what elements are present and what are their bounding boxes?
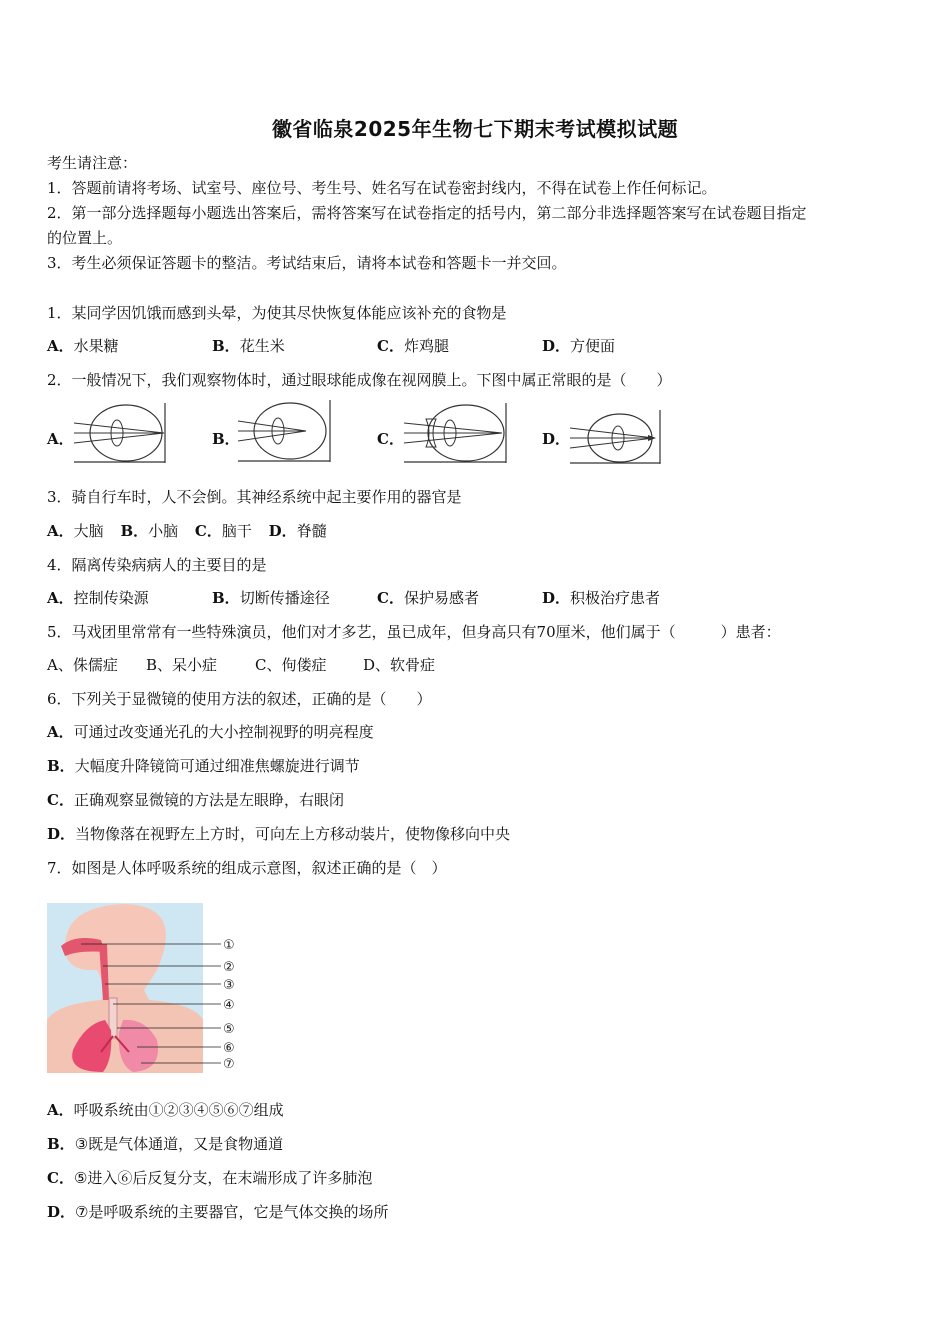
option-text: 方便面 xyxy=(570,337,616,355)
option-letter: D． xyxy=(542,337,571,355)
option-letter: B． xyxy=(120,522,149,540)
eye-diagram-c xyxy=(402,401,510,465)
question-stem: 2．一般情况下，我们观察物体时，通过眼球能成像在视网膜上。下图中属正常眼的是（ ） xyxy=(47,371,672,389)
option-text: 水果糖 xyxy=(73,337,119,355)
option-text: 保护易感者 xyxy=(403,589,479,607)
option-letter: D． xyxy=(542,589,571,607)
eye-diagram-d xyxy=(568,408,664,466)
question-stem: 6．下列关于显微镜的使用方法的叙述，正确的是（ ） xyxy=(47,690,432,708)
option-a: A、侏儒症 xyxy=(47,656,118,674)
option-text: ⑦是呼吸系统的主要器官，它是气体交换的场所 xyxy=(75,1203,389,1221)
eye-diagram-b xyxy=(236,398,334,464)
question-stem: 1．某同学因饥饿而感到头晕，为使其尽快恢复体能应该补充的食物是 xyxy=(47,304,507,322)
option-b xyxy=(212,587,330,608)
option-c xyxy=(47,1167,372,1188)
figure-label: ⑤ xyxy=(223,1022,235,1037)
option-letter: D． xyxy=(47,825,76,843)
question-stem: 7．如图是人体呼吸系统的组成示意图，叙述正确的是（ ） xyxy=(47,859,447,877)
question-stem: 4．隔离传染病病人的主要目的是 xyxy=(47,556,267,574)
option-a xyxy=(47,335,119,356)
option-text: 控制传染源 xyxy=(73,589,149,607)
question-stem: 5．马戏团里常常有一些特殊演员，他们对才多艺，虽已成年，但身高只有70厘米，他们属于（ ）患者： xyxy=(47,623,781,641)
option-text: 切断传播途径 xyxy=(239,589,330,607)
option-d xyxy=(542,335,615,356)
option-letter: B． xyxy=(212,337,240,355)
option-c xyxy=(377,587,479,608)
option-c xyxy=(377,335,449,356)
option-letter: D． xyxy=(47,1203,76,1221)
option-text: 正确观察显微镜的方法是左眼睁，右眼闭 xyxy=(73,791,344,809)
option-b xyxy=(47,755,360,776)
figure-label: ② xyxy=(223,960,235,975)
option-b: B、呆小症 xyxy=(146,656,218,674)
option-d xyxy=(542,587,660,608)
option-letter: C． xyxy=(47,791,74,809)
option-text: 可通过改变通光孔的大小控制视野的明亮程度 xyxy=(73,723,374,741)
option-letter: B． xyxy=(47,1135,75,1153)
option-text: 脊髓 xyxy=(296,522,327,540)
option-text: 脑干 xyxy=(221,522,252,540)
notice-item: 的位置上。 xyxy=(47,229,123,247)
option-letter: A． xyxy=(47,430,74,448)
option-text: ③既是气体通道，又是食物通道 xyxy=(74,1135,284,1153)
eye-diagram-a xyxy=(72,401,170,465)
option-text: 炸鸡腿 xyxy=(403,337,449,355)
option-letter: C． xyxy=(47,1169,74,1187)
option-b xyxy=(47,1133,283,1154)
option-a xyxy=(47,587,149,608)
notice-item: 1．答题前请将考场、试室号、座位号、考生号、姓名写在试卷密封线内，不得在试卷上作任何标记。 xyxy=(47,179,717,197)
option-letter: B． xyxy=(212,589,240,607)
figure-label: ① xyxy=(223,938,235,953)
notice-item: 2．第一部分选择题每小题选出答案后，需将答案写在试卷指定的括号内，第二部分非选择题答案写在试卷题目指定 xyxy=(47,204,807,222)
option-letter: A． xyxy=(47,1101,74,1119)
option-b xyxy=(212,335,285,356)
question-stem: 3．骑自行车时，人不会倒。其神经系统中起主要作用的器官是 xyxy=(47,488,462,506)
option-text: 大幅度升降镜筒可通过细准焦螺旋进行调节 xyxy=(74,757,360,775)
option-text: 积极治疗患者 xyxy=(570,589,661,607)
option-text: 小脑 xyxy=(148,522,179,540)
option-d xyxy=(47,1201,388,1222)
option-row xyxy=(47,520,327,541)
option-letter: D． xyxy=(268,522,297,540)
option-c: C、佝偻症 xyxy=(255,656,327,674)
option-letter: D． xyxy=(542,430,571,448)
figure-label: ④ xyxy=(223,998,235,1013)
notice-item: 3．考生必须保证答题卡的整洁。考试结束后，请将本试卷和答题卡一并交回。 xyxy=(47,254,567,272)
option-a xyxy=(47,721,374,742)
page-title: 徽省临泉2025年生物七下期末考试模拟试题 xyxy=(271,117,679,141)
option-d xyxy=(47,823,510,844)
option-letter: A． xyxy=(47,337,74,355)
option-letter: A． xyxy=(47,589,74,607)
option-letter: C． xyxy=(377,589,404,607)
option-text: 大脑 xyxy=(73,522,104,540)
option-letter: B． xyxy=(47,757,75,775)
option-letter: C． xyxy=(377,430,404,448)
option-letter: A． xyxy=(47,723,74,741)
option-c xyxy=(47,789,344,810)
figure-label: ⑦ xyxy=(223,1057,235,1072)
option-a xyxy=(47,1099,284,1120)
option-text: 呼吸系统由①②③④⑤⑥⑦组成 xyxy=(73,1101,284,1119)
option-letter: C． xyxy=(377,337,404,355)
option-letter: C． xyxy=(194,522,222,540)
option-text: 花生米 xyxy=(239,337,285,355)
respiratory-system-figure xyxy=(45,900,245,1076)
figure-label: ⑥ xyxy=(223,1041,235,1056)
option-text: 当物像落在视野左上方时，可向左上方移动装片，使物像移向中央 xyxy=(75,825,511,843)
option-d: D、软骨症 xyxy=(363,656,436,674)
option-letter: B． xyxy=(212,430,240,448)
option-text: ⑤进入⑥后反复分支，在末端形成了许多肺泡 xyxy=(73,1169,373,1187)
option-letter: A． xyxy=(47,522,74,540)
figure-label: ③ xyxy=(223,978,235,993)
notice-heading: 考生请注意： xyxy=(47,154,138,172)
